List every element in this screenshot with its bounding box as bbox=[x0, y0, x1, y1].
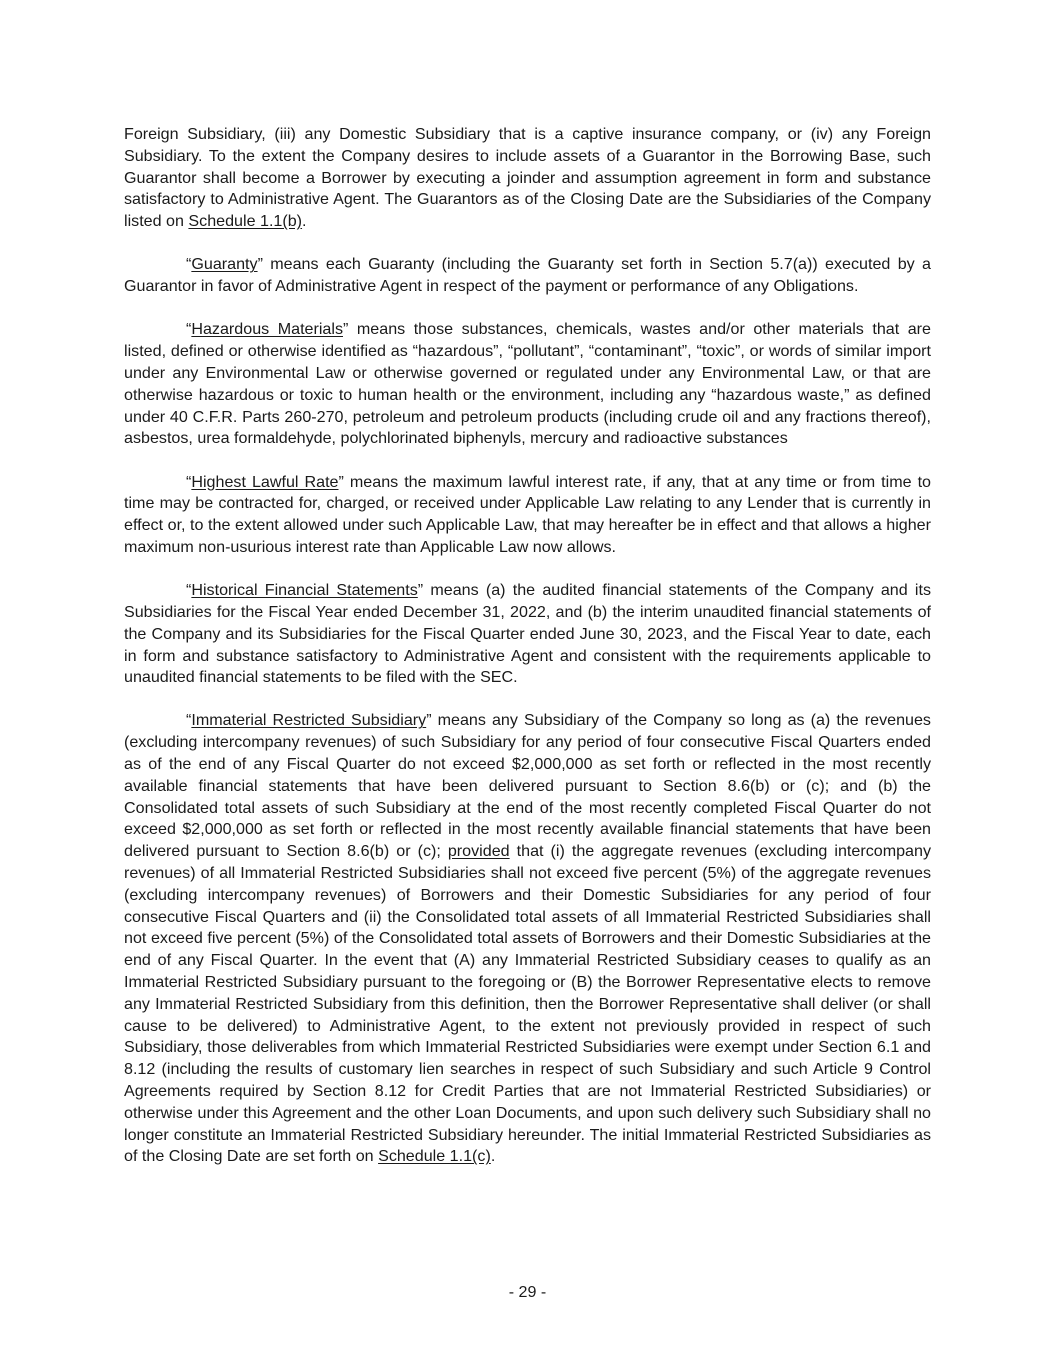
definition-historical-financial-statements bbox=[124, 580, 931, 689]
open-quote: “ bbox=[186, 255, 192, 274]
close-quote: ” bbox=[257, 255, 263, 274]
definition-hazardous-materials bbox=[124, 319, 931, 450]
defined-term: Highest Lawful Rate bbox=[191, 472, 339, 491]
schedule-reference: Schedule 1.1(b) bbox=[188, 212, 303, 231]
defined-term: Guaranty bbox=[191, 255, 258, 274]
definition-text: means any Subsidiary of the Company so long as (a) the revenues (excluding intercompany revenues) of such Subsidiary for any period of four consecutive Fiscal Quarters ended as of the end of any Fiscal Quarter do not exceed $2,000,000 as set forth or reflected in the most recently available financial statements that have been delivered pursuant to Section 8.6(b) or (c); and (b) the Consolidated total assets of such Subsidiary at the end of the most recently completed Fiscal Quarter do not exceed $2,000,000 as set forth or reflected in the most recently available financial statements that have been delivered pursuant to Section 8.6(b) or (c); bbox=[124, 711, 931, 861]
definition-text: that (i) the aggregate revenues (excluding intercompany revenues) of all Immaterial Restricted Subsidiaries shall not exceed five percent (5%) of the aggregate revenues (excluding intercompany revenues) of Borrowers and their Domestic Subsidiaries for any period of four consecutive Fiscal Quarters and (ii) the Consolidated total assets of all Immaterial Restricted Subsidiaries shall not exceed five percent (5%) of the Consolidated total assets of Borrowers and their Domestic Subsidiaries at the end of any Fiscal Quarter. In the event that (A) any Immaterial Restricted Subsidiary ceases to qualify as an Immaterial Restricted Subsidiary pursuant to the foregoing or (B) the Borrower Representative elects to remove any Immaterial Restricted Subsidiary from this definition, then the Borrower Representative shall deliver (or shall cause to be delivered) to Administrative Agent, to the extent not previously provided in respect of such Subsidiary, those deliverables from which Immaterial Restricted Subsidiaries were exempt under Section 6.1 and 8.12 (including the results of customary lien searches in respect of such Subsidiary and such Article 9 Control Agreements required by Section 8.12 for Credit Parties that are not Immaterial Restricted Subsidiaries) or otherwise under this Agreement and the other Loan Documents, and upon such delivery such Subsidiary shall no longer constitute an Immaterial Restricted Subsidiary hereunder. The initial Immaterial Restricted Subsidiaries as of the Closing Date are set forth on bbox=[124, 842, 931, 1166]
defined-term: Immaterial Restricted Subsidiary bbox=[191, 711, 427, 730]
paragraph-text: . bbox=[490, 1147, 496, 1166]
close-quote: ” bbox=[417, 581, 424, 600]
paragraph-text: Foreign Subsidiary, (iii) any Domestic Subsidiary that is a captive insurance company, or (iv) any Foreign Subsidiary. To the extent the Company desires to include assets of a Guarantor in the Borrowing Base, such Guarantor shall become a Borrower by executing a joinder and assumption agreement in form and substance satisfactory to Administrative Agent. The Guarantors as of the Closing Date are the Subsidiaries of the Company listed on bbox=[124, 125, 931, 231]
defined-term: Historical Financial Statements bbox=[191, 581, 418, 600]
close-quote: ” bbox=[426, 711, 432, 730]
schedule-reference: Schedule 1.1(c) bbox=[378, 1147, 491, 1166]
definition-guaranty bbox=[124, 254, 931, 298]
open-quote: “ bbox=[186, 711, 192, 730]
proviso-term: provided bbox=[447, 842, 510, 861]
page-number: - 29 - bbox=[508, 1283, 547, 1301]
open-quote: “ bbox=[186, 581, 192, 600]
defined-term: Hazardous Materials bbox=[191, 320, 343, 339]
paragraph-text: . bbox=[302, 212, 307, 231]
paragraph-guarantor-continuation bbox=[124, 124, 931, 233]
definition-immaterial-restricted-subsidiary bbox=[124, 710, 931, 1168]
page-body bbox=[124, 124, 931, 1190]
open-quote: “ bbox=[186, 472, 192, 491]
close-quote: ” bbox=[338, 472, 344, 491]
definition-text: means (a) the audited financial statements of the Company and its Subsidiaries for the Fiscal Year ended December 31, 2022, and (b) the interim unaudited financial statements of the Company and its Subsidiaries for the Fiscal Quarter ended June 30, 2023, and the Fiscal Year to date, each in form and substance satisfactory to Administrative Agent and consistent with the requirements applicable to unaudited financial statements to be filed with the SEC. bbox=[124, 581, 931, 687]
open-quote: “ bbox=[186, 320, 192, 339]
definition-text: means each Guaranty (including the Guaranty set forth in Section 5.7(a)) executed by a Guarantor in favor of Administrative Agent in respect of the payment or performance of any Obligations. bbox=[124, 255, 931, 296]
close-quote: ” bbox=[343, 320, 349, 339]
definition-text: means those substances, chemicals, wastes and/or other materials that are listed, defined or otherwise identified as “hazardous”, “pollutant”, “contaminant”, “toxic”, or words of similar import under any Environmental Law or otherwise governed or regulated under any Environmental Law, or that are otherwise hazardous or toxic to human health or the environment, including any “hazardous waste,” as defined under 40 C.F.R. Parts 260-270, petroleum and petroleum products (including crude oil and any fractions thereof), asbestos, urea formaldehyde, polychlorinated biphenyls, mercury and radioactive substances bbox=[124, 320, 931, 448]
definition-highest-lawful-rate bbox=[124, 472, 931, 559]
definition-text: means the maximum lawful interest rate, if any, that at any time or from time to time may be contracted for, charged, or received under Applicable Law relating to any Lender that is currently in effect or, to the extent allowed under such Applicable Law, that may hereafter be in effect and that allows a higher maximum non-usurious interest rate than Applicable Law now allows. bbox=[124, 472, 931, 556]
